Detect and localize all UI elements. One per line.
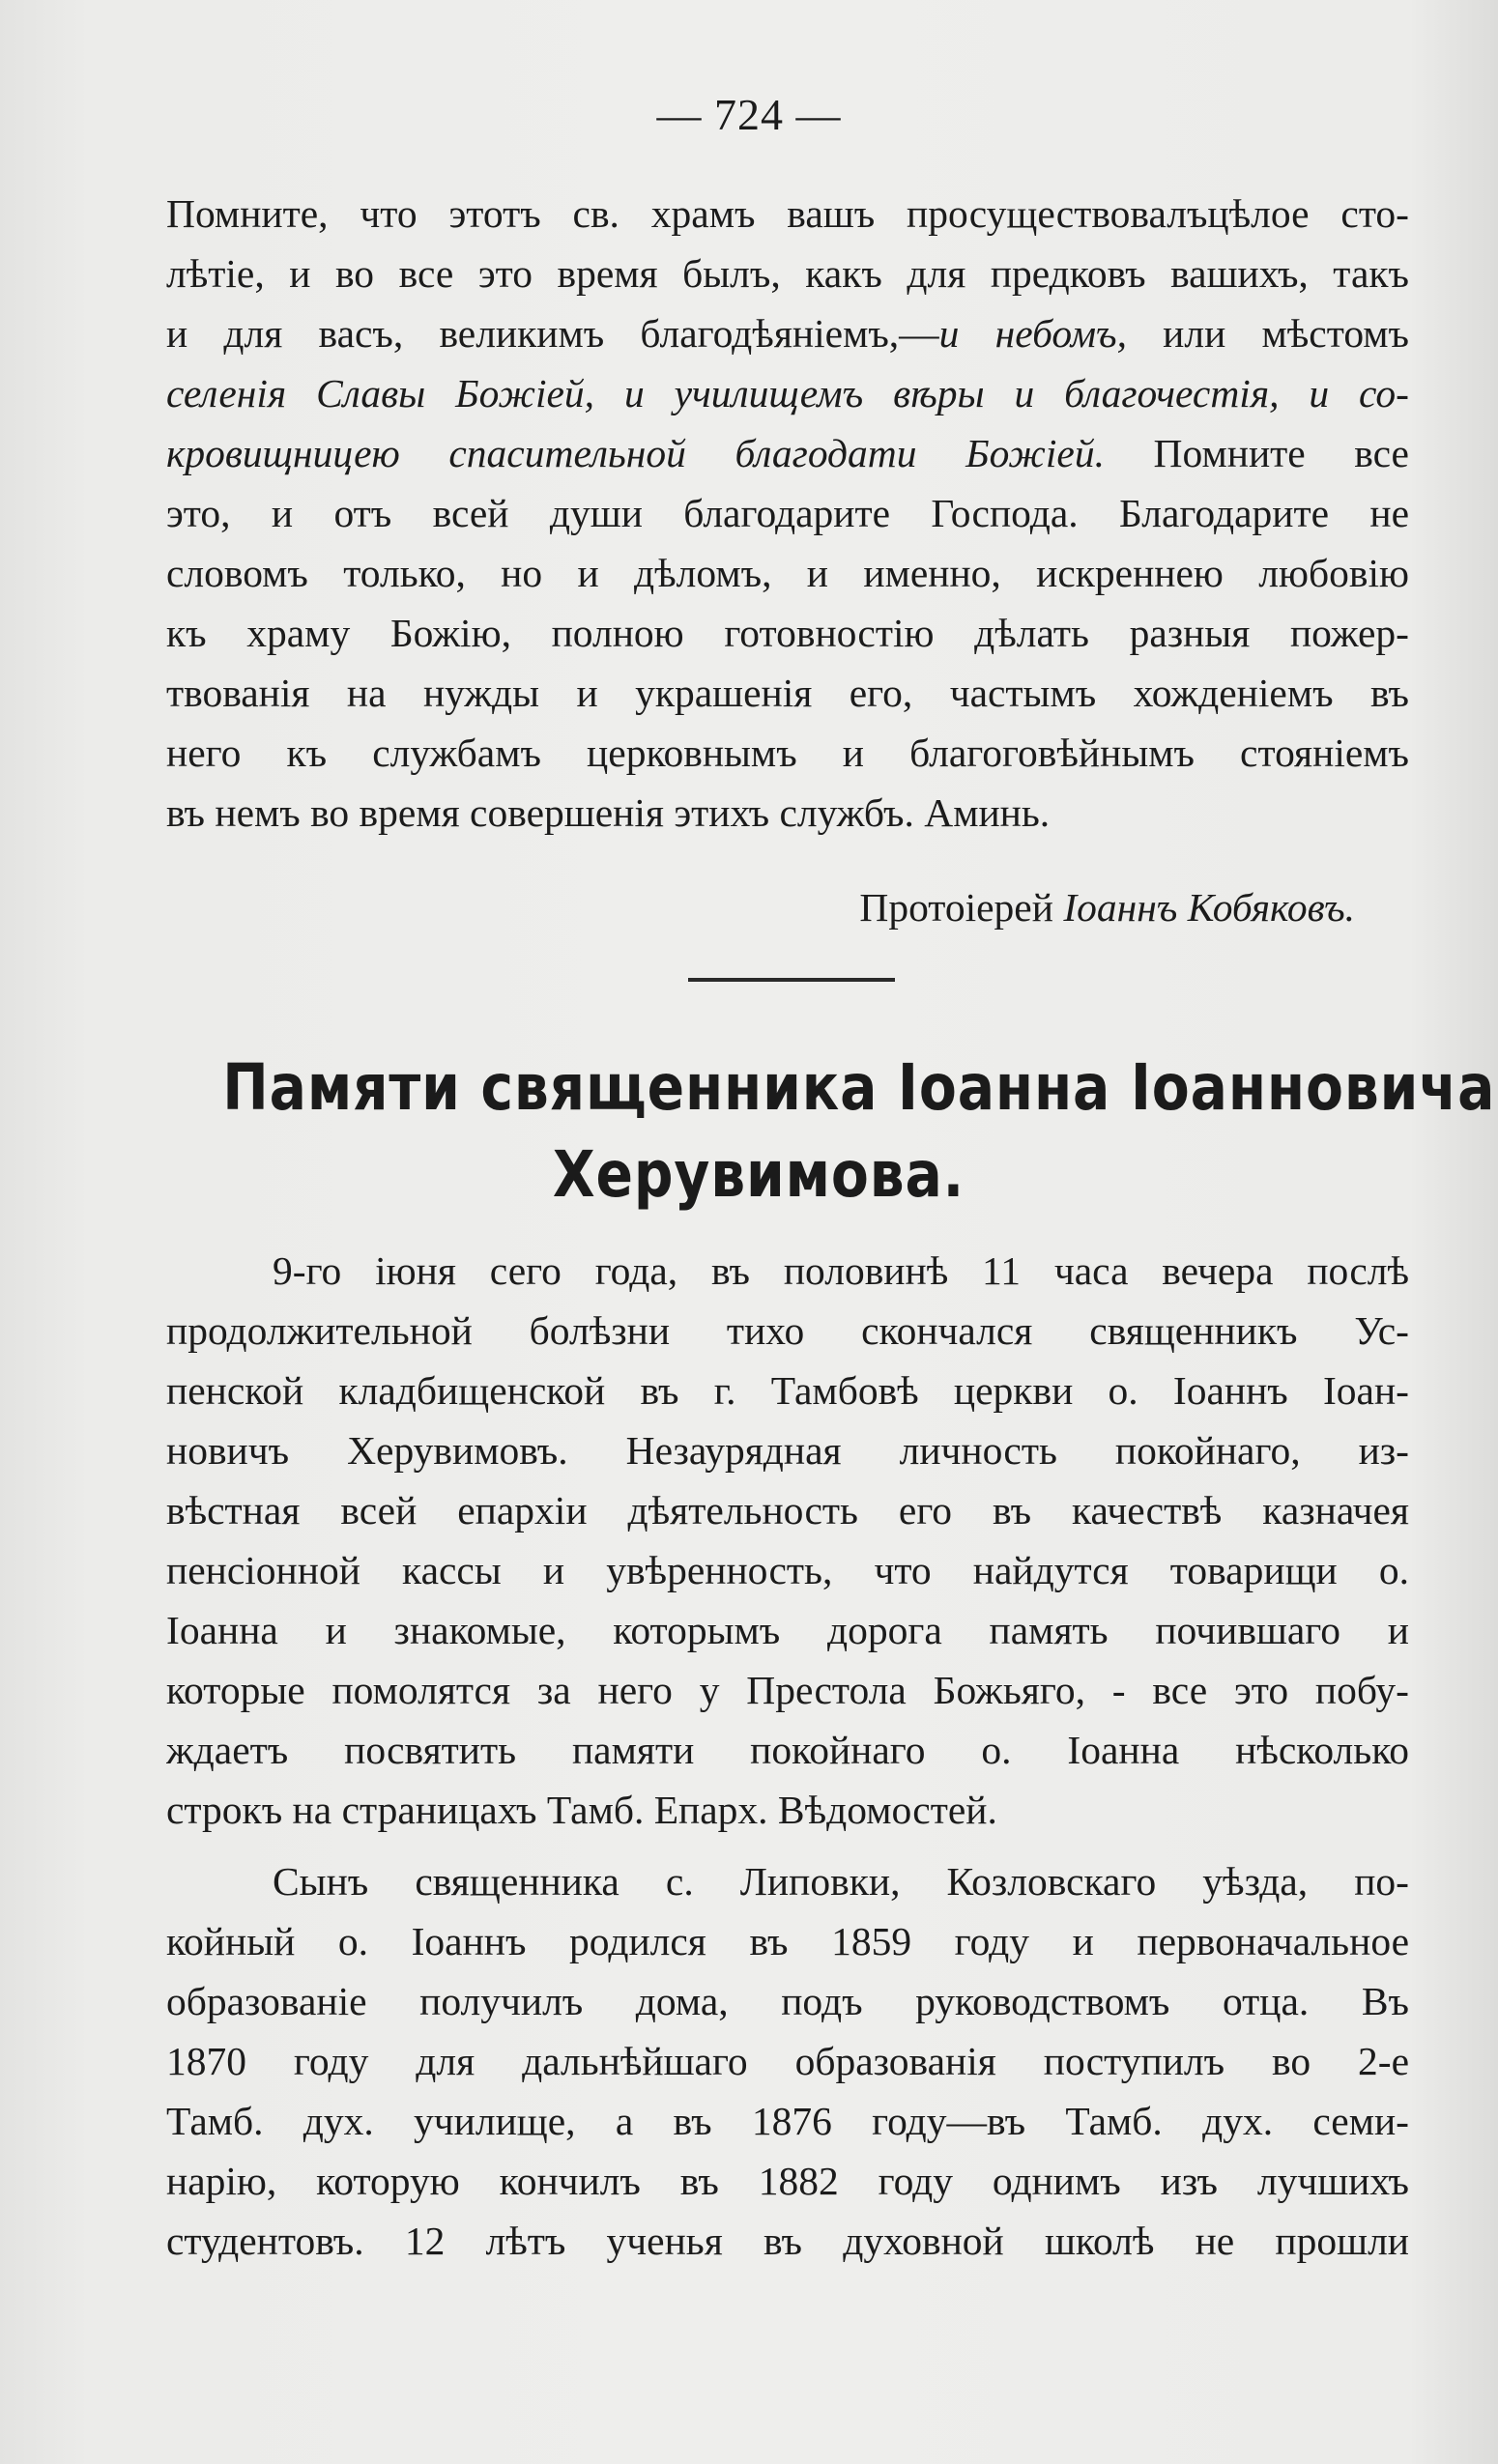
page-number: — 724 —: [656, 90, 842, 139]
signature: [859, 877, 1355, 937]
text-line: ждаетъ посвятить памяти покойнаго о. Іоанна нѣсколько: [166, 1728, 1409, 1772]
text-line: Тамб. дух. училище, а въ 1876 году—въ Тамб. дух. семи-: [166, 2099, 1409, 2143]
article-heading-line-2: Херувимова.: [552, 1137, 965, 1212]
text-line: это, и отъ всей души благодарите Господа. Благодарите не: [166, 491, 1409, 535]
text-line: него къ службамъ церковнымъ и благоговѣйнымъ стояніемъ: [166, 731, 1409, 775]
obituary-paragraph-2: [166, 1851, 1409, 2271]
text-line: селенія Славы Божіей, и училищемъ вѣры и благочестія, и со-: [166, 371, 1409, 415]
text-line: кровищницею спасительной благодати Божіей. Помните все: [166, 431, 1409, 475]
signature-title: Протоіерей: [859, 885, 1064, 930]
text-line: и для васъ, великимъ благодѣяніемъ,—и небомъ, или мѣстомъ: [166, 311, 1409, 356]
text-line: студентовъ. 12 лѣтъ ученья въ духовной школѣ не прошли: [166, 2219, 1409, 2263]
text-line: 9-го іюня сего года, въ половинѣ 11 часа вечера послѣ: [273, 1248, 1409, 1293]
text-line: Помните, что этотъ св. храмъ вашъ просуществовалъцѣлое сто-: [166, 191, 1409, 236]
signature-name: Іоаннъ Кобяковъ.: [1063, 885, 1355, 930]
text-line: продолжительной болѣзни тихо скончался священникъ Ус-: [166, 1308, 1409, 1353]
text-line: пенсіонной кассы и увѣренность, что найдутся товарищи о.: [166, 1548, 1409, 1592]
sermon-paragraph: [166, 184, 1409, 843]
text-line: лѣтіе, и во все это время былъ, какъ для предковъ вашихъ, такъ: [166, 251, 1409, 296]
text-line: Іоанна и знакомые, которымъ дорога память почившаго и: [166, 1608, 1409, 1652]
text-line: вѣстная всей епархіи дѣятельность его въ качествѣ казначея: [166, 1488, 1409, 1533]
text-line: нарію, которую кончилъ въ 1882 году однимъ изъ лучшихъ: [166, 2159, 1409, 2203]
article-heading-line-1: Памяти священника Іоанна Іоанновича: [222, 1050, 1496, 1125]
text-line: пенской кладбищенской въ г. Тамбовѣ церкви о. Іоаннъ Іоан-: [166, 1368, 1409, 1413]
text-line: къ храму Божію, полною готовностію дѣлать разныя пожер-: [166, 611, 1409, 655]
text-line: твованія на нужды и украшенія его, частымъ хожденіемъ въ: [166, 671, 1409, 715]
text-line: въ немъ во время совершенія этихъ службъ. Аминь.: [166, 790, 1051, 835]
text-line: Сынъ священника с. Липовки, Козловскаго уѣзда, по-: [273, 1859, 1409, 1904]
text-line: новичъ Херувимовъ. Незаурядная личность покойнаго, из-: [166, 1428, 1409, 1473]
text-line: которые помолятся за него у Престола Божьяго, - все это побу-: [166, 1668, 1409, 1712]
text-line: строкъ на страницахъ Тамб. Епарх. Вѣдомостей.: [166, 1788, 997, 1832]
text-line: словомъ только, но и дѣломъ, и именно, искреннею любовію: [166, 551, 1409, 595]
text-line: койный о. Іоаннъ родился въ 1859 году и первоначальное: [166, 1919, 1409, 1963]
obituary-paragraph-1: [166, 1241, 1409, 1840]
text-line: 1870 году для дальнѣйшаго образованія поступилъ во 2-е: [166, 2039, 1409, 2083]
section-divider: [688, 978, 895, 982]
text-line: образованіе получилъ дома, подъ руководствомъ отца. Въ: [166, 1979, 1409, 2023]
